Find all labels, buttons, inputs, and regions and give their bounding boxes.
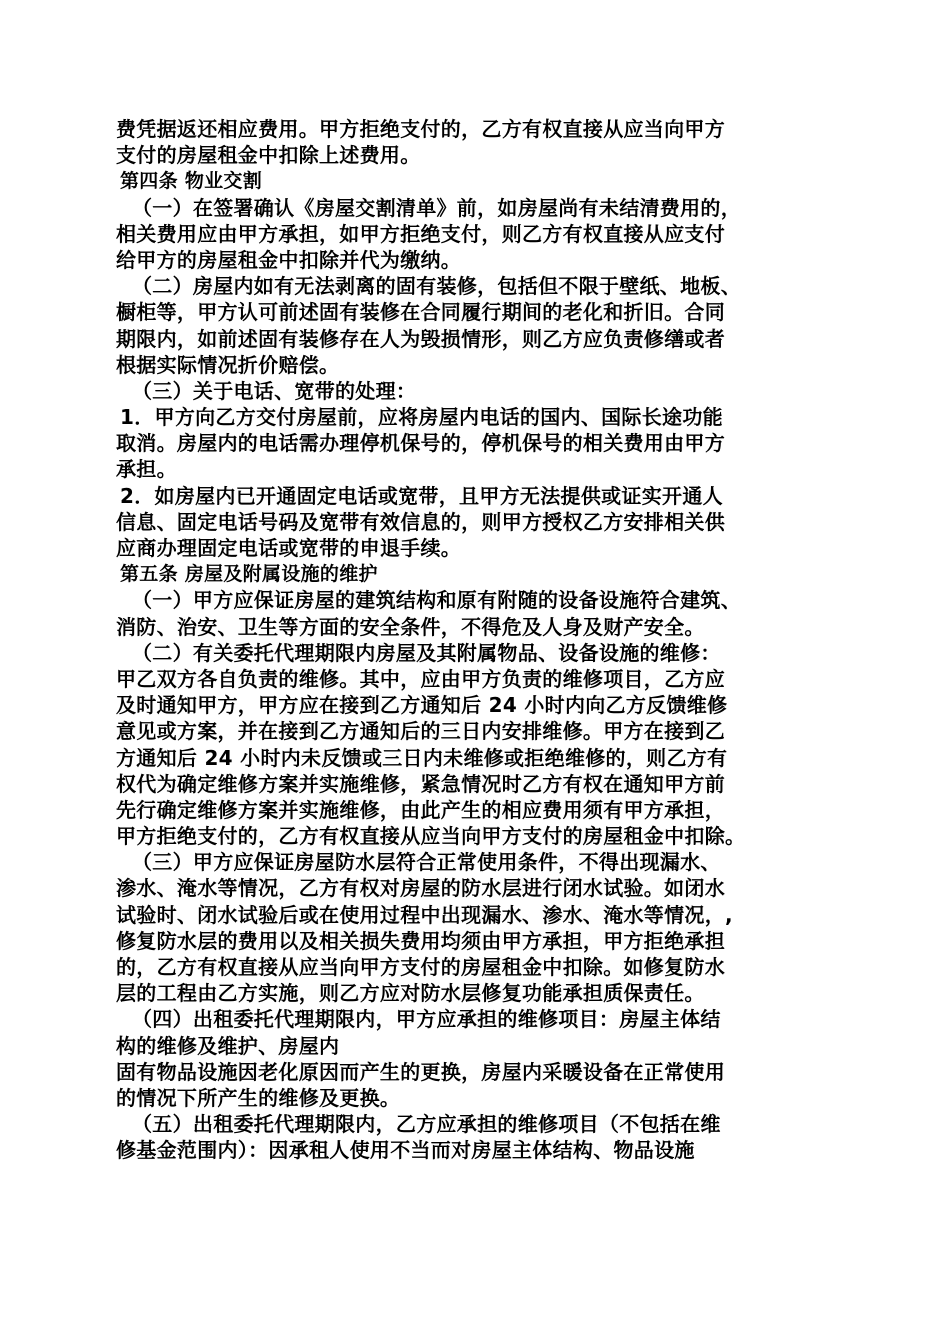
paragraph-line: 层的工程由乙方实施，则乙方应对防水层修复功能承担质保责任。 — [116, 981, 705, 1006]
clause-line: （四）出租委托代理期限内，甲方应承担的维修项目：房屋主体结 — [132, 1007, 721, 1032]
paragraph-line: 支付的房屋租金中扣除上述费用。 — [116, 143, 421, 168]
section-heading-article-4: 第四条 物业交割 — [120, 170, 263, 193]
paragraph-line: 承担。 — [116, 457, 177, 482]
paragraph-line: 试验时、闭水试验后或在使用过程中出现漏水、渗水、淹水等情况，, — [116, 902, 733, 927]
paragraph-line: 橱柜等，甲方认可前述固有装修在合同履行期间的老化和折旧。合同 — [116, 300, 725, 325]
paragraph-line: 意见或方案，并在接到乙方通知后的三日内安排维修。甲方在接到乙 — [116, 719, 725, 744]
paragraph-line: 的，乙方有权直接从应当向甲方支付的房屋租金中扣除。如修复防水 — [116, 955, 725, 979]
paragraph-line: 渗水、淹水等情况，乙方有权对房屋的防水层进行闭水试验。如闭水 — [116, 876, 725, 901]
paragraph-line: 修复防水层的费用以及相关损失费用均须由甲方承担，甲方拒绝承担 — [116, 928, 725, 953]
paragraph-line: 取消。房屋内的电话需办理停机保号的，停机保号的相关费用由甲方 — [116, 431, 725, 456]
document-page — [116, 116, 846, 1164]
clause-line: （五）出租委托代理期限内，乙方应承担的维修项目（不包括在维 — [132, 1112, 721, 1137]
paragraph-line: 根据实际情况折价赔偿。 — [116, 352, 340, 377]
paragraph-line: 权代为确定维修方案并实施维修，紧急情况时乙方有权在通知甲方前 — [116, 771, 725, 796]
paragraph-line: 及时通知甲方，甲方应在接到乙方通知后 24 小时内向乙方反馈维修 — [116, 693, 728, 718]
paragraph-line: 甲乙双方各自负责的维修。其中，应由甲方负责的维修项目，乙方应 — [116, 666, 725, 691]
paragraph-line: 固有物品设施因老化原因而产生的更换，房屋内采暖设备在正常使用 — [116, 1059, 725, 1084]
clause-line: （一）在签署确认《房屋交割清单》前，如房屋尚有未结清费用的， — [132, 195, 741, 220]
paragraph-line: 给甲方的房屋租金中扣除并代为缴纳。 — [116, 247, 462, 272]
paragraph-line: 费凭据返还相应费用。甲方拒绝支付的，乙方有权直接从应当向甲方 — [116, 117, 725, 141]
paragraph-line: 先行确定维修方案并实施维修，由此产生的相应费用须有甲方承担， — [116, 797, 725, 822]
paragraph-line: 甲方拒绝支付的，乙方有权直接从应当向甲方支付的房屋租金中扣除。 — [116, 824, 746, 849]
paragraph-line: 相关费用应由甲方承担，如甲方拒绝支付，则乙方有权直接从应支付 — [116, 221, 725, 246]
paragraph-line: 方通知后 24 小时内未反馈或三日内未维修或拒绝维修的，则乙方有 — [116, 745, 728, 770]
clause-line: （三）关于电话、宽带的处理： — [132, 378, 417, 403]
paragraph-line: 期限内，如前述固有装修存在人为毁损情形，则乙方应负责修缮或者 — [116, 326, 725, 351]
clause-line: （一）甲方应保证房屋的建筑结构和原有附随的设备设施符合建筑、 — [132, 588, 741, 613]
clause-line: （三）甲方应保证房屋防水层符合正常使用条件，不得出现漏水、 — [132, 850, 721, 875]
paragraph-line: 修基金范围内）：因承租人使用不当而对房屋主体结构、物品设施 — [116, 1138, 695, 1163]
clause-line: （二）有关委托代理期限内房屋及其附属物品、设备设施的维修： — [132, 640, 721, 665]
paragraph-line: 应商办理固定电话或宽带的申退手续。 — [116, 536, 462, 560]
section-heading-article-5: 第五条 房屋及附属设施的维护 — [120, 563, 378, 586]
clause-line: （二）房屋内如有无法剥离的固有装修，包括但不限于壁纸、地板、 — [132, 274, 741, 299]
paragraph-line: 消防、治安、卫生等方面的安全条件，不得危及人身及财产安全。 — [116, 614, 705, 639]
numbered-item-line: 1．甲方向乙方交付房屋前，应将房屋内电话的国内、国际长途功能 — [120, 405, 723, 430]
numbered-item-line: 2．如房屋内已开通固定电话或宽带，且甲方无法提供或证实开通人 — [120, 483, 723, 508]
paragraph-line: 的情况下所产生的维修及更换。 — [116, 1085, 401, 1110]
paragraph-line: 信息、固定电话号码及宽带有效信息的，则甲方授权乙方安排相关供 — [116, 509, 725, 534]
paragraph-line: 构的维修及维护、房屋内 — [116, 1033, 340, 1058]
